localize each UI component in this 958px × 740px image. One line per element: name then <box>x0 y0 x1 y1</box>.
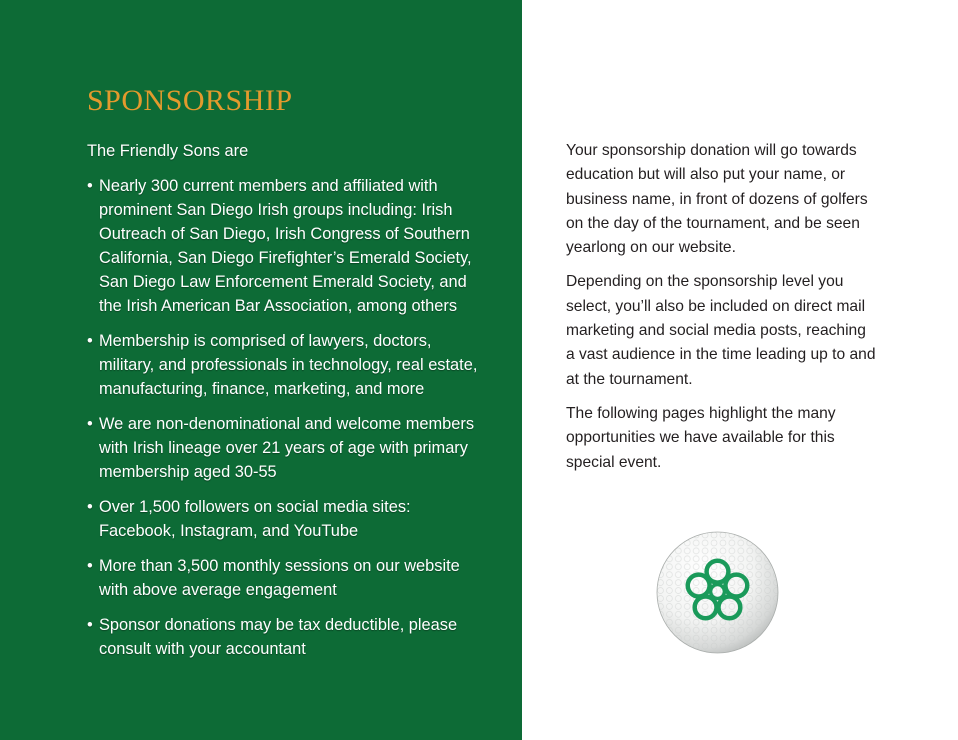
list-item <box>87 174 479 318</box>
list-item-text: Sponsor donations may be tax deductible, please consult with your accountant <box>99 616 458 658</box>
list-item-text: Membership is comprised of lawyers, doctors, military, and professionals in technology, real estate, manufacturing, finance, marketing, and more <box>99 332 478 398</box>
bullet-icon: • <box>87 557 93 575</box>
list-item-text: Over 1,500 followers on social media sites: Facebook, Instagram, and YouTube <box>99 498 411 540</box>
list-item <box>87 329 479 401</box>
list-item <box>87 613 479 661</box>
bullet-icon: • <box>87 177 93 195</box>
list-item-text: More than 3,500 monthly sessions on our website with above average engagement <box>99 557 460 599</box>
sponsorship-details <box>566 139 878 485</box>
benefits-list <box>87 174 479 672</box>
bullet-icon: • <box>87 498 93 516</box>
intro-text: The Friendly Sons are <box>87 142 249 160</box>
bullet-icon: • <box>87 415 93 433</box>
list-item <box>87 495 479 543</box>
paragraph: Your sponsorship donation will go towards education but will also put your name, or business name, in front of dozens of golfers on the day of the tournament, and be seen yearlong on our website. <box>566 142 868 257</box>
bullet-icon: • <box>87 616 93 634</box>
golf-ball-celtic-knot-icon <box>656 531 779 654</box>
paragraph: Depending on the sponsorship level you select, you’ll also be included on direct mail marketing and social media posts, reaching a vast audience in the time leading up to and at the tournament. <box>566 273 876 388</box>
paragraph: The following pages highlight the many opportunities we have available for this special event. <box>566 404 836 471</box>
list-item <box>87 554 479 602</box>
list-item-text: We are non-denominational and welcome members with Irish lineage over 21 years of age with primary membership aged 30-55 <box>99 415 475 481</box>
list-item <box>87 412 479 484</box>
section-title: SPONSORSHIP <box>87 84 293 117</box>
list-item-text: Nearly 300 current members and affiliated with prominent San Diego Irish groups including: Irish Outreach of San Diego, Irish Congress of Southern California, San Diego Firefighter’s Emerald Society, San Diego Law Enforcement Emerald Society, and the Irish American Bar Association, among others <box>99 177 472 315</box>
bullet-icon: • <box>87 332 93 350</box>
